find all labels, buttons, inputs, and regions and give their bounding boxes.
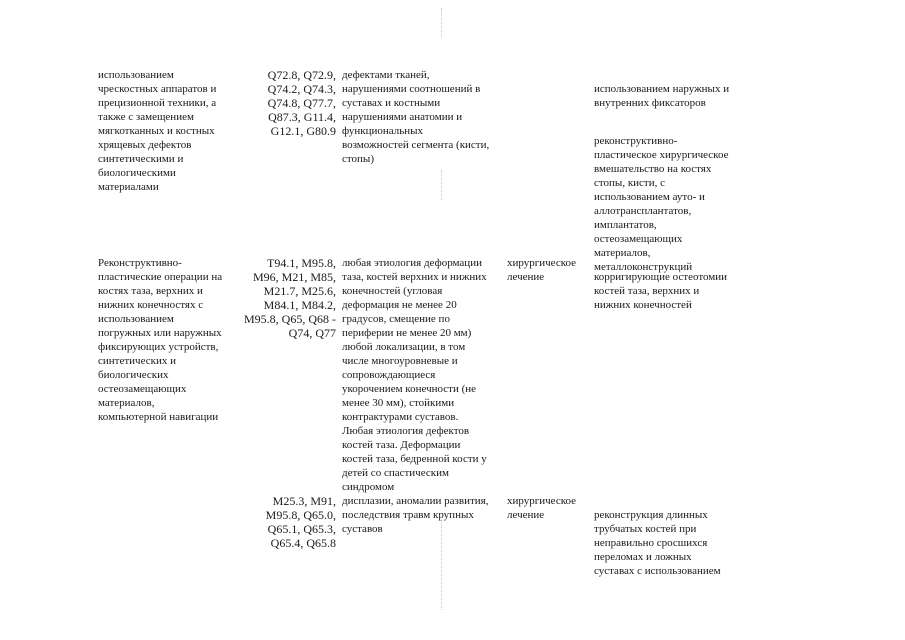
patient-model-cell: дефектами тканей, нарушениями соотношений в суставах и костными нарушениями анатомии и функциональных возможностей сегмента (кисти, стопы) <box>342 69 490 165</box>
treatment-method-text: реконструкция длинных трубчатых костей при неправильно сросшихся переломах и ложных суставах с использованием <box>594 509 721 577</box>
procedure-name-cell: использованием чрескостных аппаратов и прецизионной техники, а также с замещением мягкотканных и костных хрящевых дефектов синтетическими и биологическими материалами <box>98 69 217 193</box>
treatment-type-cell: хирургическое лечение <box>507 257 577 283</box>
patient-model-cell: любая этиология деформации таза, костей верхних и нижних конечностей (угловая деформация не менее 20 градусов, смещение по периферии не менее 20 мм) любой локализации, в том числе многоуровневые и сопровождающиеся укорочением конечности (не менее 30 мм), стойкими контрактурами суставов. Любая этиология дефектов костей таза. Деформации костей таза, бедренной кости у детей со спастическим синдромом <box>342 257 487 493</box>
fold-mark <box>441 170 442 200</box>
treatment-method-cell <box>594 68 754 288</box>
treatment-method-text: использованием наружных и внутренних фиксаторов <box>594 83 730 109</box>
fold-mark <box>441 8 442 38</box>
patient-model-cell: дисплазии, аномалии развития, последствия травм крупных суставов <box>342 495 489 535</box>
icd-codes-cell: Q72.8, Q72.9, Q74.2, Q74.3, Q74.8, Q77.7, Q87.3, G11.4, G12.1, G80.9 <box>267 68 336 138</box>
icd-codes-cell: T94.1, M95.8, M96, M21, M85, M21.7, M25.6, M84.1, M84.2, M95.8, Q65, Q68 - Q74, Q77 <box>244 256 336 340</box>
treatment-method-cell <box>594 494 754 592</box>
treatment-type-cell: хирургическое лечение <box>507 495 577 521</box>
treatment-method-text: корригирующие остеотомии костей таза, верхних и нижних конечностей <box>594 271 728 311</box>
treatment-method-cell <box>594 256 754 326</box>
icd-codes-cell: M25.3, M91, M95.8, Q65.0, Q65.1, Q65.3, Q65.4, Q65.8 <box>265 494 336 550</box>
procedure-name-cell: Реконструктивно- пластические операции на костях таза, верхних и нижних конечностях с использованием погружных или наружных фиксирующих устройств, синтетических и биологических остеозамещающих материалов, компьютерной навигации <box>98 257 223 423</box>
treatment-method-text: реконструктивно- пластическое хирургическое вмешательство на костях стопы, кисти, с использованием ауто- и аллотрансплантатов, имплантатов, остеозамещающих материалов, металлоконструкций <box>594 135 729 273</box>
